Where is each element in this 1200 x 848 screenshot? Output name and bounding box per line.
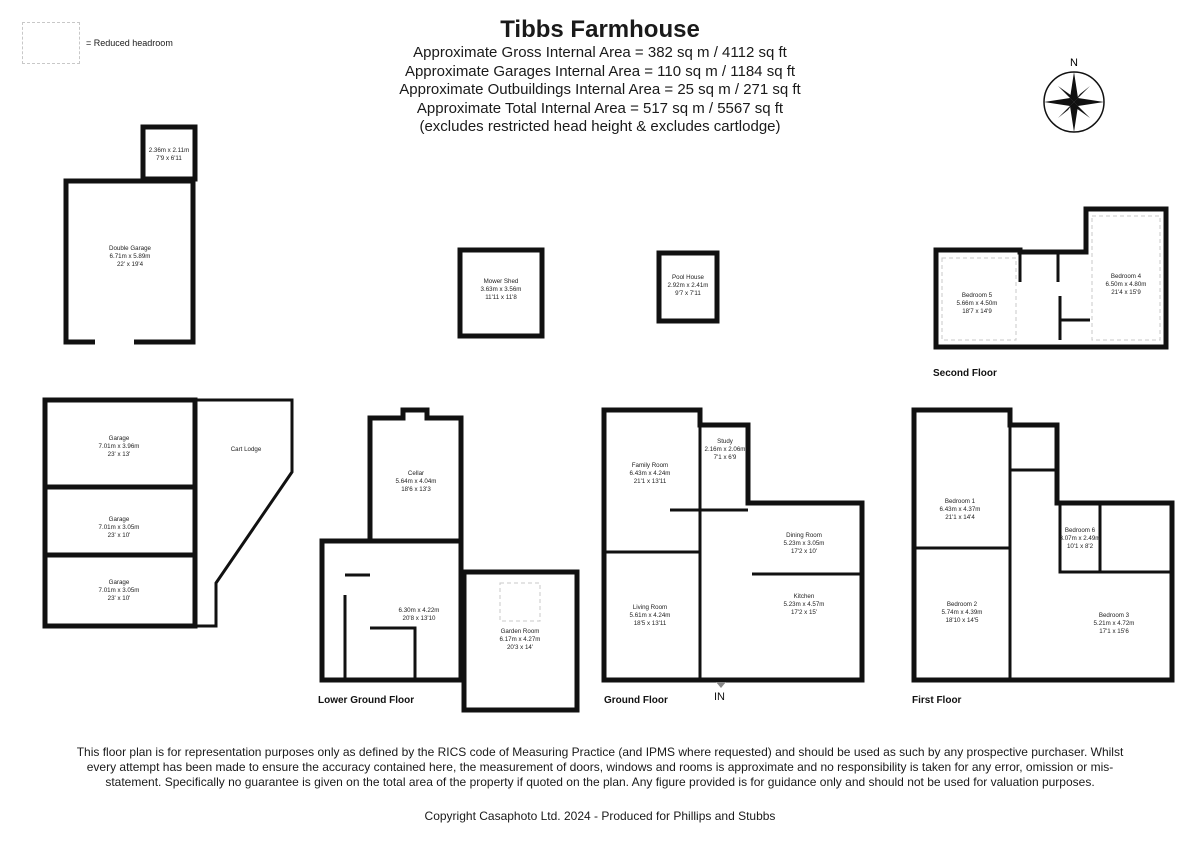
kitchen-imperial: 17'2 x 15' — [790, 609, 818, 616]
bedroom1-name: Bedroom 1 — [944, 498, 976, 505]
pool-house-imperial: 9'7 x 7'11 — [675, 290, 701, 297]
first-floor-internal-walls — [914, 425, 1172, 680]
bedroom4-metric: 6.50m x 4.80m — [1105, 281, 1147, 288]
garden-room-metric: 6.17m x 4.27m — [499, 636, 541, 643]
cart-lodge-name: Cart Lodge — [230, 446, 262, 453]
garage2-metric: 7.01m x 3.05m — [98, 524, 140, 531]
pool-house-name: Pool House — [672, 274, 704, 281]
dining-room-metric: 5.23m x 3.05m — [783, 540, 825, 547]
pool-house-metric: 2.92m x 2.41m — [667, 282, 709, 289]
cellar-name: Cellar — [407, 470, 425, 477]
study-imperial: 7'1 x 6'9 — [713, 454, 737, 461]
dining-room-name: Dining Room — [786, 532, 822, 539]
lower-ground-room-metric: 6.30m x 4.22m — [398, 607, 440, 614]
garage1-name: Garage — [108, 435, 130, 442]
cellar-imperial: 18'6 x 13'3 — [401, 486, 431, 493]
kitchen-metric: 5.23m x 4.57m — [783, 601, 825, 608]
bedroom1-metric: 6.43m x 4.37m — [939, 506, 981, 513]
living-room-imperial: 18'5 x 13'11 — [633, 620, 667, 627]
garage3-metric: 7.01m x 3.05m — [98, 587, 140, 594]
kitchen-name: Kitchen — [793, 593, 815, 600]
garage1-metric: 7.01m x 3.96m — [98, 443, 140, 450]
second-floor-internal-walls — [1020, 252, 1090, 340]
bedroom3-imperial: 17'1 x 15'6 — [1099, 628, 1129, 635]
garden-room-imperial: 20'3 x 14' — [506, 644, 534, 651]
lower-ground-floor-label: Lower Ground Floor — [318, 695, 415, 706]
bedroom5-imperial: 18'7 x 14'9 — [962, 308, 992, 315]
compass-north-label: N — [1070, 57, 1078, 69]
exclusions-note: (excludes restricted head height & excludes cartlodge) — [419, 118, 781, 135]
cart-lodge-outline — [195, 400, 292, 626]
garages-block — [45, 400, 292, 626]
bedroom6-name: Bedroom 6 — [1064, 527, 1096, 534]
copyright-text: Copyright Casaphoto Ltd. 2024 - Produced for Phillips and Stubbs — [424, 809, 776, 823]
outbuildings-area-line: Approximate Outbuildings Internal Area = 25 sq m / 271 sq ft — [399, 81, 801, 98]
garages-area-line: Approximate Garages Internal Area = 110 sq m / 1184 sq ft — [404, 62, 796, 80]
entrance-arrow-icon — [716, 682, 726, 688]
garage1-imperial: 23' x 13' — [107, 451, 131, 458]
study-metric: 2.16m x 2.06m — [704, 446, 746, 453]
living-room-metric: 5.61m x 4.24m — [629, 612, 671, 619]
study-name: Study — [717, 438, 733, 445]
mower-shed-metric: 3.63m x 3.56m — [480, 286, 522, 293]
first-floor-label: First Floor — [912, 695, 962, 706]
mower-shed-name: Mower Shed — [483, 278, 519, 285]
lower-ground-room-imperial: 20'8 x 13'10 — [402, 615, 436, 622]
bedroom6-metric: 3.07m x 2.49m — [1059, 535, 1101, 542]
entrance-label: IN — [714, 691, 725, 703]
bedroom6-imperial: 10'1 x 8'2 — [1066, 543, 1094, 550]
reduced-headroom-label: = Reduced headroom — [86, 38, 173, 48]
bedroom2-name: Bedroom 2 — [946, 601, 978, 608]
store-dimensions-imperial: 7'9 x 6'11 — [156, 155, 182, 162]
first-floor-walls — [914, 410, 1172, 680]
family-room-metric: 6.43m x 4.24m — [629, 470, 671, 477]
bedroom5-name: Bedroom 5 — [961, 292, 993, 299]
dining-room-imperial: 17'2 x 10' — [790, 548, 818, 555]
bedroom4-imperial: 21'4 x 15'9 — [1111, 289, 1141, 296]
garage2-imperial: 23' x 10' — [107, 532, 131, 539]
bedroom3-metric: 5.21m x 4.72m — [1093, 620, 1135, 627]
cellar-metric: 5.64m x 4.04m — [395, 478, 437, 485]
bedroom4-name: Bedroom 4 — [1110, 273, 1142, 280]
lower-ground-floor-plan — [322, 410, 577, 710]
bedroom3-name: Bedroom 3 — [1098, 612, 1130, 619]
garage3-name: Garage — [108, 579, 130, 586]
lower-ground-walls — [322, 541, 461, 680]
bedroom2-metric: 5.74m x 4.39m — [941, 609, 983, 616]
total-area-line: Approximate Total Internal Area = 517 sq m / 5567 sq ft — [416, 99, 784, 117]
first-floor-plan — [914, 410, 1172, 680]
family-room-imperial: 21'1 x 13'11 — [633, 478, 667, 485]
double-garage-metric: 6.71m x 5.89m — [109, 253, 151, 260]
gross-area-line: Approximate Gross Internal Area = 382 sq m / 4112 sq ft — [413, 44, 787, 61]
lower-ground-internal-walls — [345, 575, 415, 680]
double-garage-name: Double Garage — [109, 245, 151, 252]
garage2-name: Garage — [108, 516, 130, 523]
garage3-imperial: 23' x 10' — [107, 595, 131, 602]
bedroom5-metric: 5.66m x 4.50m — [956, 300, 998, 307]
bedroom5-reduced-headroom — [942, 258, 1016, 340]
disclaimer-text: This floor plan is for representation purposes only as defined by the RICS code of Measuring Practice (and IPMS where requested) and should be used as such by any prospective purchaser. Whilst every attempt has been made to ensure the accuracy contained here, the measurement of doors, windows and rooms is approximate and no responsibility is taken for any error, omission or mis-statement. Specifically no guarantee is given on the total area of the property if quoted on the plan. Any figure provided is for guidance only and should not be used for valuation purposes. — [76, 745, 1124, 790]
living-room-name: Living Room — [632, 604, 668, 611]
store-dimensions-metric: 2.36m x 2.11m — [148, 147, 190, 154]
bedroom1-imperial: 21'1 x 14'4 — [945, 514, 975, 521]
second-floor-label: Second Floor — [933, 368, 997, 379]
ground-floor-label: Ground Floor — [604, 695, 668, 706]
family-room-name: Family Room — [631, 462, 669, 469]
double-garage-imperial: 22' x 19'4 — [116, 261, 144, 268]
bedroom2-imperial: 18'10 x 14'5 — [945, 617, 979, 624]
garden-room-name: Garden Room — [500, 628, 540, 635]
garden-room-rooflight — [500, 583, 540, 621]
mower-shed-imperial: 11'11 x 11'8 — [485, 294, 517, 301]
mower-shed-walls — [460, 250, 542, 336]
property-title: Tibbs Farmhouse — [500, 16, 700, 43]
